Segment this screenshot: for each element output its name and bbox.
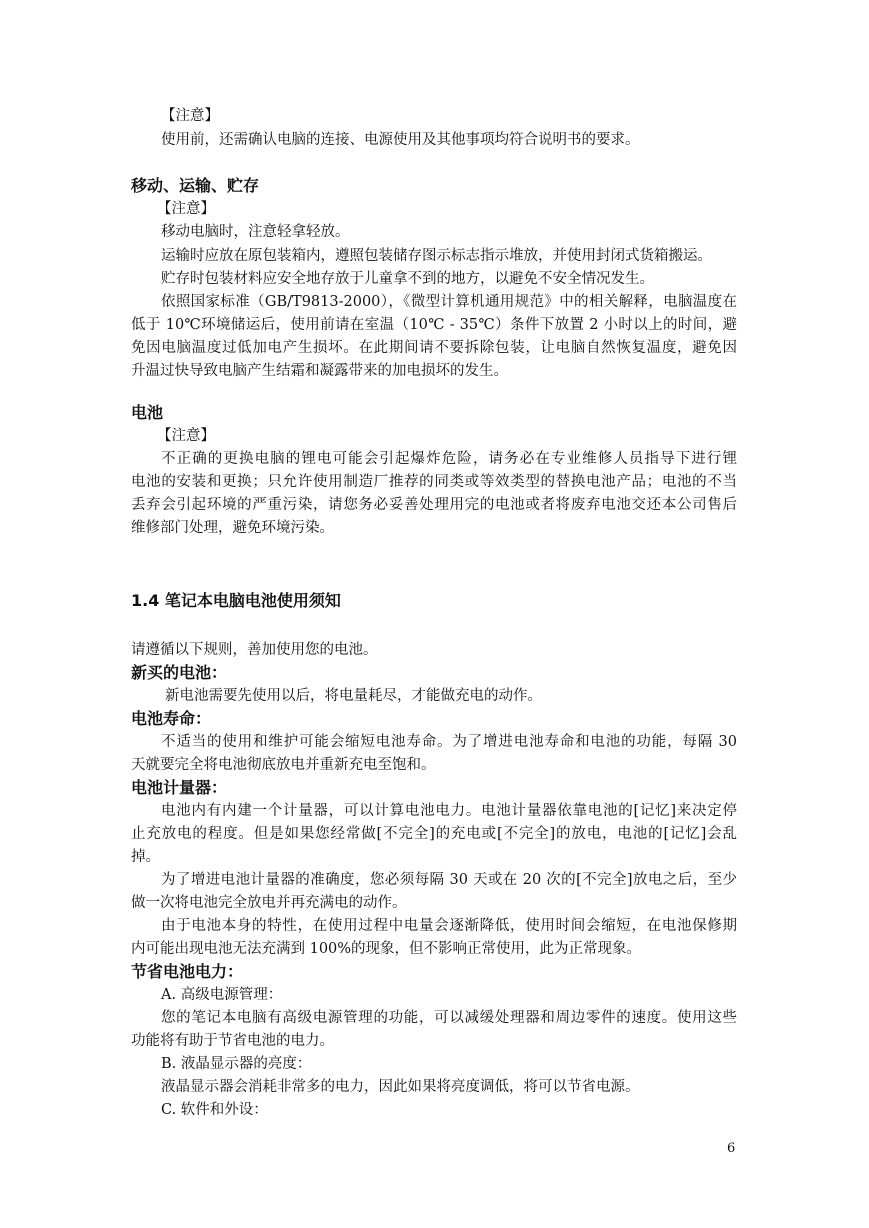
subsection-heading: 新买的电池： — [131, 663, 228, 682]
list-item-label: B. 液晶显示器的亮度： — [161, 1056, 312, 1072]
list-item-label: A. 高级电源管理： — [161, 987, 283, 1003]
paragraph-line: 为了增进电池计量器的准确度，您必须每隔 30 天或在 20 次的[不完全]放电之后，至少 — [161, 872, 737, 888]
intro-text: 请遵循以下规则，善加使用您的电池。 — [131, 642, 378, 658]
paragraph-line: 止充放电的程度。但是如果您经常做[不完全]的充电或[不完全]的放电，电池的[记忆]会乱 — [131, 826, 737, 842]
section-heading: 移动、运输、贮存 — [131, 176, 260, 195]
subsection-heading: 节省电池电力： — [131, 962, 244, 981]
chapter-title: 1.4 笔记本电脑电池使用须知 — [131, 591, 341, 610]
paragraph-line: 不正确的更换电脑的锂电可能会引起爆炸危险，请务必在专业维修人员指导下进行锂 — [161, 451, 737, 467]
paragraph-line: 内可能出现电池无法充满到 100%的现象，但不影响正常使用，此为正常现象。 — [131, 941, 642, 957]
page-number: 6 — [727, 1141, 736, 1156]
paragraph-line: 天就要完全将电池彻底放电并重新充电至饱和。 — [131, 757, 436, 773]
paragraph-line: 升温过快导致电脑产生结霜和凝露带来的加电损坏的发生。 — [131, 363, 508, 379]
paragraph-line: 掉。 — [131, 849, 160, 865]
paragraph-line: 低于 10℃环境储运后，使用前请在室温（10℃ - 35℃）条件下放置 2 小时以上的时间，避 — [131, 317, 737, 333]
paragraph-line: 运输时应放在原包装箱内，遵照包装储存图示标志指示堆放，并使用封闭式货箱搬运。 — [161, 248, 712, 264]
paragraph-line: 不适当的使用和维护可能会缩短电池寿命。为了增进电池寿命和电池的功能，每隔 30 — [161, 734, 737, 750]
paragraph-line: 电池内有内建一个计量器，可以计算电池电力。电池计量器依靠电池的[记忆]来决定停 — [161, 803, 737, 819]
note-label: 【注意】 — [157, 428, 215, 444]
paragraph-line: 贮存时包装材料应安全地存放于儿童拿不到的地方，以避免不安全情况发生。 — [161, 271, 654, 287]
list-item-label: C. 软件和外设： — [161, 1102, 268, 1118]
note-label: 【注意】 — [157, 201, 215, 217]
paragraph-line: 您的笔记本电脑有高级电源管理的功能，可以减缓处理器和周边零件的速度。使用这些 — [161, 1010, 737, 1026]
paragraph-line: 功能将有助于节省电池的电力。 — [131, 1033, 334, 1049]
paragraph-line: 由于电池本身的特性，在使用过程中电量会逐渐降低，使用时间会缩短，在电池保修期 — [161, 918, 737, 934]
subsection-heading: 电池计量器： — [131, 778, 228, 797]
paragraph-line: 维修部门处理，避免环境污染。 — [131, 520, 334, 536]
note-label: 【注意】 — [161, 108, 219, 124]
subsection-heading: 电池寿命： — [131, 709, 212, 728]
paragraph-line: 依照国家标准（GB/T9813-2000），《微型计算机通用规范》中的相关解释，电脑温度在 — [161, 294, 737, 310]
paragraph-line: 液晶显示器会消耗非常多的电力，因此如果将亮度调低，将可以节省电源。 — [161, 1079, 640, 1095]
paragraph-line: 移动电脑时，注意轻拿轻放。 — [161, 224, 350, 240]
paragraph-line: 做一次将电池完全放电并再充满电的动作。 — [131, 895, 407, 911]
paragraph: 使用前，还需确认电脑的连接、电源使用及其他事项均符合说明书的要求。 — [161, 132, 640, 148]
section-heading: 电池 — [131, 403, 164, 422]
paragraph-line: 丢弃会引起环境的严重污染，请您务必妥善处理用完的电池或者将废弃电池交还本公司售后 — [131, 497, 737, 513]
paragraph-line: 免因电脑温度过低加电产生损坏。在此期间请不要拆除包装，让电脑自然恢复温度，避免因 — [131, 340, 737, 356]
paragraph-line: 电池的安装和更换；只允许使用制造厂推荐的同类或等效类型的替换电池产品；电池的不当 — [131, 474, 737, 490]
paragraph-line: 新电池需要先使用以后，将电量耗尽，才能做充电的动作。 — [165, 688, 542, 704]
